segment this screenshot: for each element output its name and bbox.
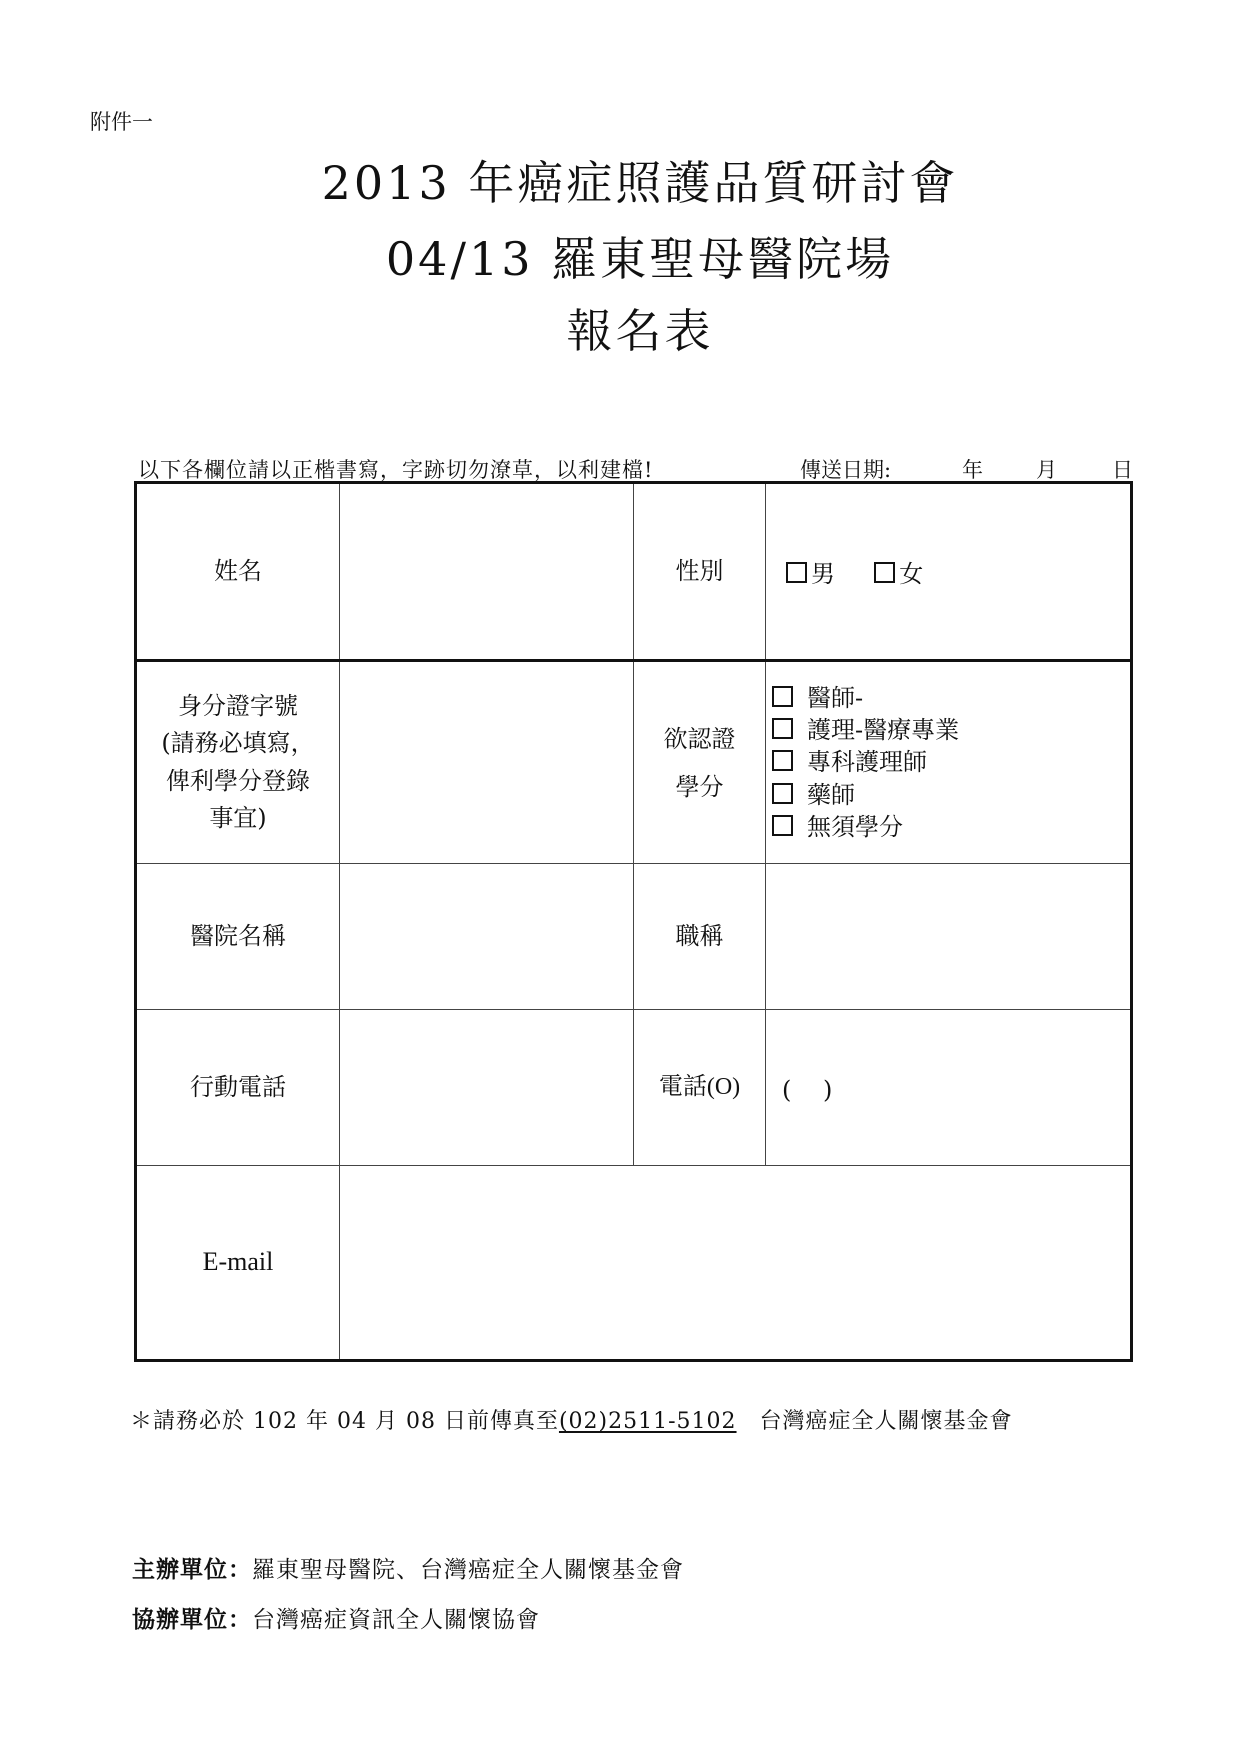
credit-label (634, 661, 766, 864)
send-date-month: 月 (1036, 458, 1057, 482)
writing-notice: 以下各欄位請以正楷書寫，字跡切勿潦草，以利建檔! (138, 458, 654, 482)
pharmacist-checkbox[interactable] (772, 783, 793, 804)
job-title-label: 職稱 (634, 864, 766, 1010)
hospital-field[interactable] (340, 864, 634, 1010)
mobile-label: 行動電話 (136, 1010, 340, 1166)
credit-option-label: 藥師 (807, 780, 855, 809)
host-value: 羅東聖母醫院、台灣癌症全人關懷基金會 (252, 1557, 684, 1583)
id-label-line: (請務必填寫， (161, 729, 315, 758)
credit-options (766, 661, 1132, 864)
office-phone-field[interactable] (766, 1010, 1132, 1166)
host-label: 主辦單位： (132, 1556, 252, 1583)
credit-option-nursing (772, 714, 1130, 746)
host-organizer (132, 1551, 684, 1584)
male-option-label: 男 (811, 560, 835, 588)
no-credit-checkbox[interactable] (772, 815, 793, 836)
credit-option-pharmacist (772, 779, 1130, 811)
nurse-practitioner-checkbox[interactable] (772, 750, 793, 771)
mobile-field[interactable] (340, 1010, 634, 1166)
credit-option-label: 專科護理師 (807, 748, 927, 777)
physician-checkbox[interactable] (772, 686, 793, 707)
co-organizer (132, 1601, 540, 1634)
female-checkbox[interactable] (874, 562, 895, 583)
send-date-day: 日 (1112, 458, 1133, 482)
area-code-brackets: ( ) (782, 1076, 833, 1104)
nursing-checkbox[interactable] (772, 718, 793, 739)
page-title-line2: 04/13 羅東聖母醫院場 (385, 232, 895, 286)
credit-label-line: 欲認證 (663, 724, 736, 753)
credit-option-none (772, 811, 1130, 843)
name-field[interactable] (340, 483, 634, 661)
hospital-label: 醫院名稱 (136, 864, 340, 1010)
id-label-line: 事宜) (209, 803, 267, 832)
registration-form (134, 481, 1133, 1362)
office-phone-label: 電話(O) (634, 1010, 766, 1166)
fax-number: (02)2511-5102 (558, 1409, 737, 1434)
credit-option-label: 護理-醫療專業 (807, 715, 960, 744)
deadline-suffix: 台灣癌症全人關懷基金會 (736, 1409, 1013, 1434)
id-label-line: 身分證字號 (178, 692, 298, 721)
deadline-prefix: ＊請務必於 102 年 04 月 08 日前傳真至 (130, 1409, 559, 1434)
fax-deadline (130, 1404, 1013, 1435)
attachment-label: 附件一 (90, 110, 153, 134)
job-title-field[interactable] (766, 864, 1132, 1010)
page-title-line1: 2013 年癌症照護品質研討會 (321, 156, 959, 210)
co-label: 協辦單位： (132, 1606, 252, 1633)
page-title-line3: 報名表 (566, 304, 714, 358)
credit-option-np (772, 746, 1130, 778)
email-label: E-mail (136, 1166, 340, 1361)
co-value: 台灣癌症資訊全人關懷協會 (252, 1607, 540, 1633)
male-checkbox[interactable] (786, 562, 807, 583)
gender-label: 性別 (634, 483, 766, 661)
gender-options (766, 483, 1132, 661)
id-label-line: 俾利學分登錄 (166, 766, 310, 795)
female-option-label: 女 (899, 560, 924, 588)
send-date-year: 年 (962, 458, 983, 482)
id-number-label (136, 661, 340, 864)
credit-option-label: 無須學分 (807, 813, 903, 842)
credit-option-label: 醫師- (807, 683, 864, 712)
credit-option-physician (772, 682, 1130, 714)
id-number-field[interactable] (340, 661, 634, 864)
name-label: 姓名 (136, 483, 340, 661)
credit-label-line: 學分 (675, 772, 724, 801)
email-field[interactable] (340, 1166, 1132, 1361)
send-date-label: 傳送日期: (800, 458, 892, 482)
